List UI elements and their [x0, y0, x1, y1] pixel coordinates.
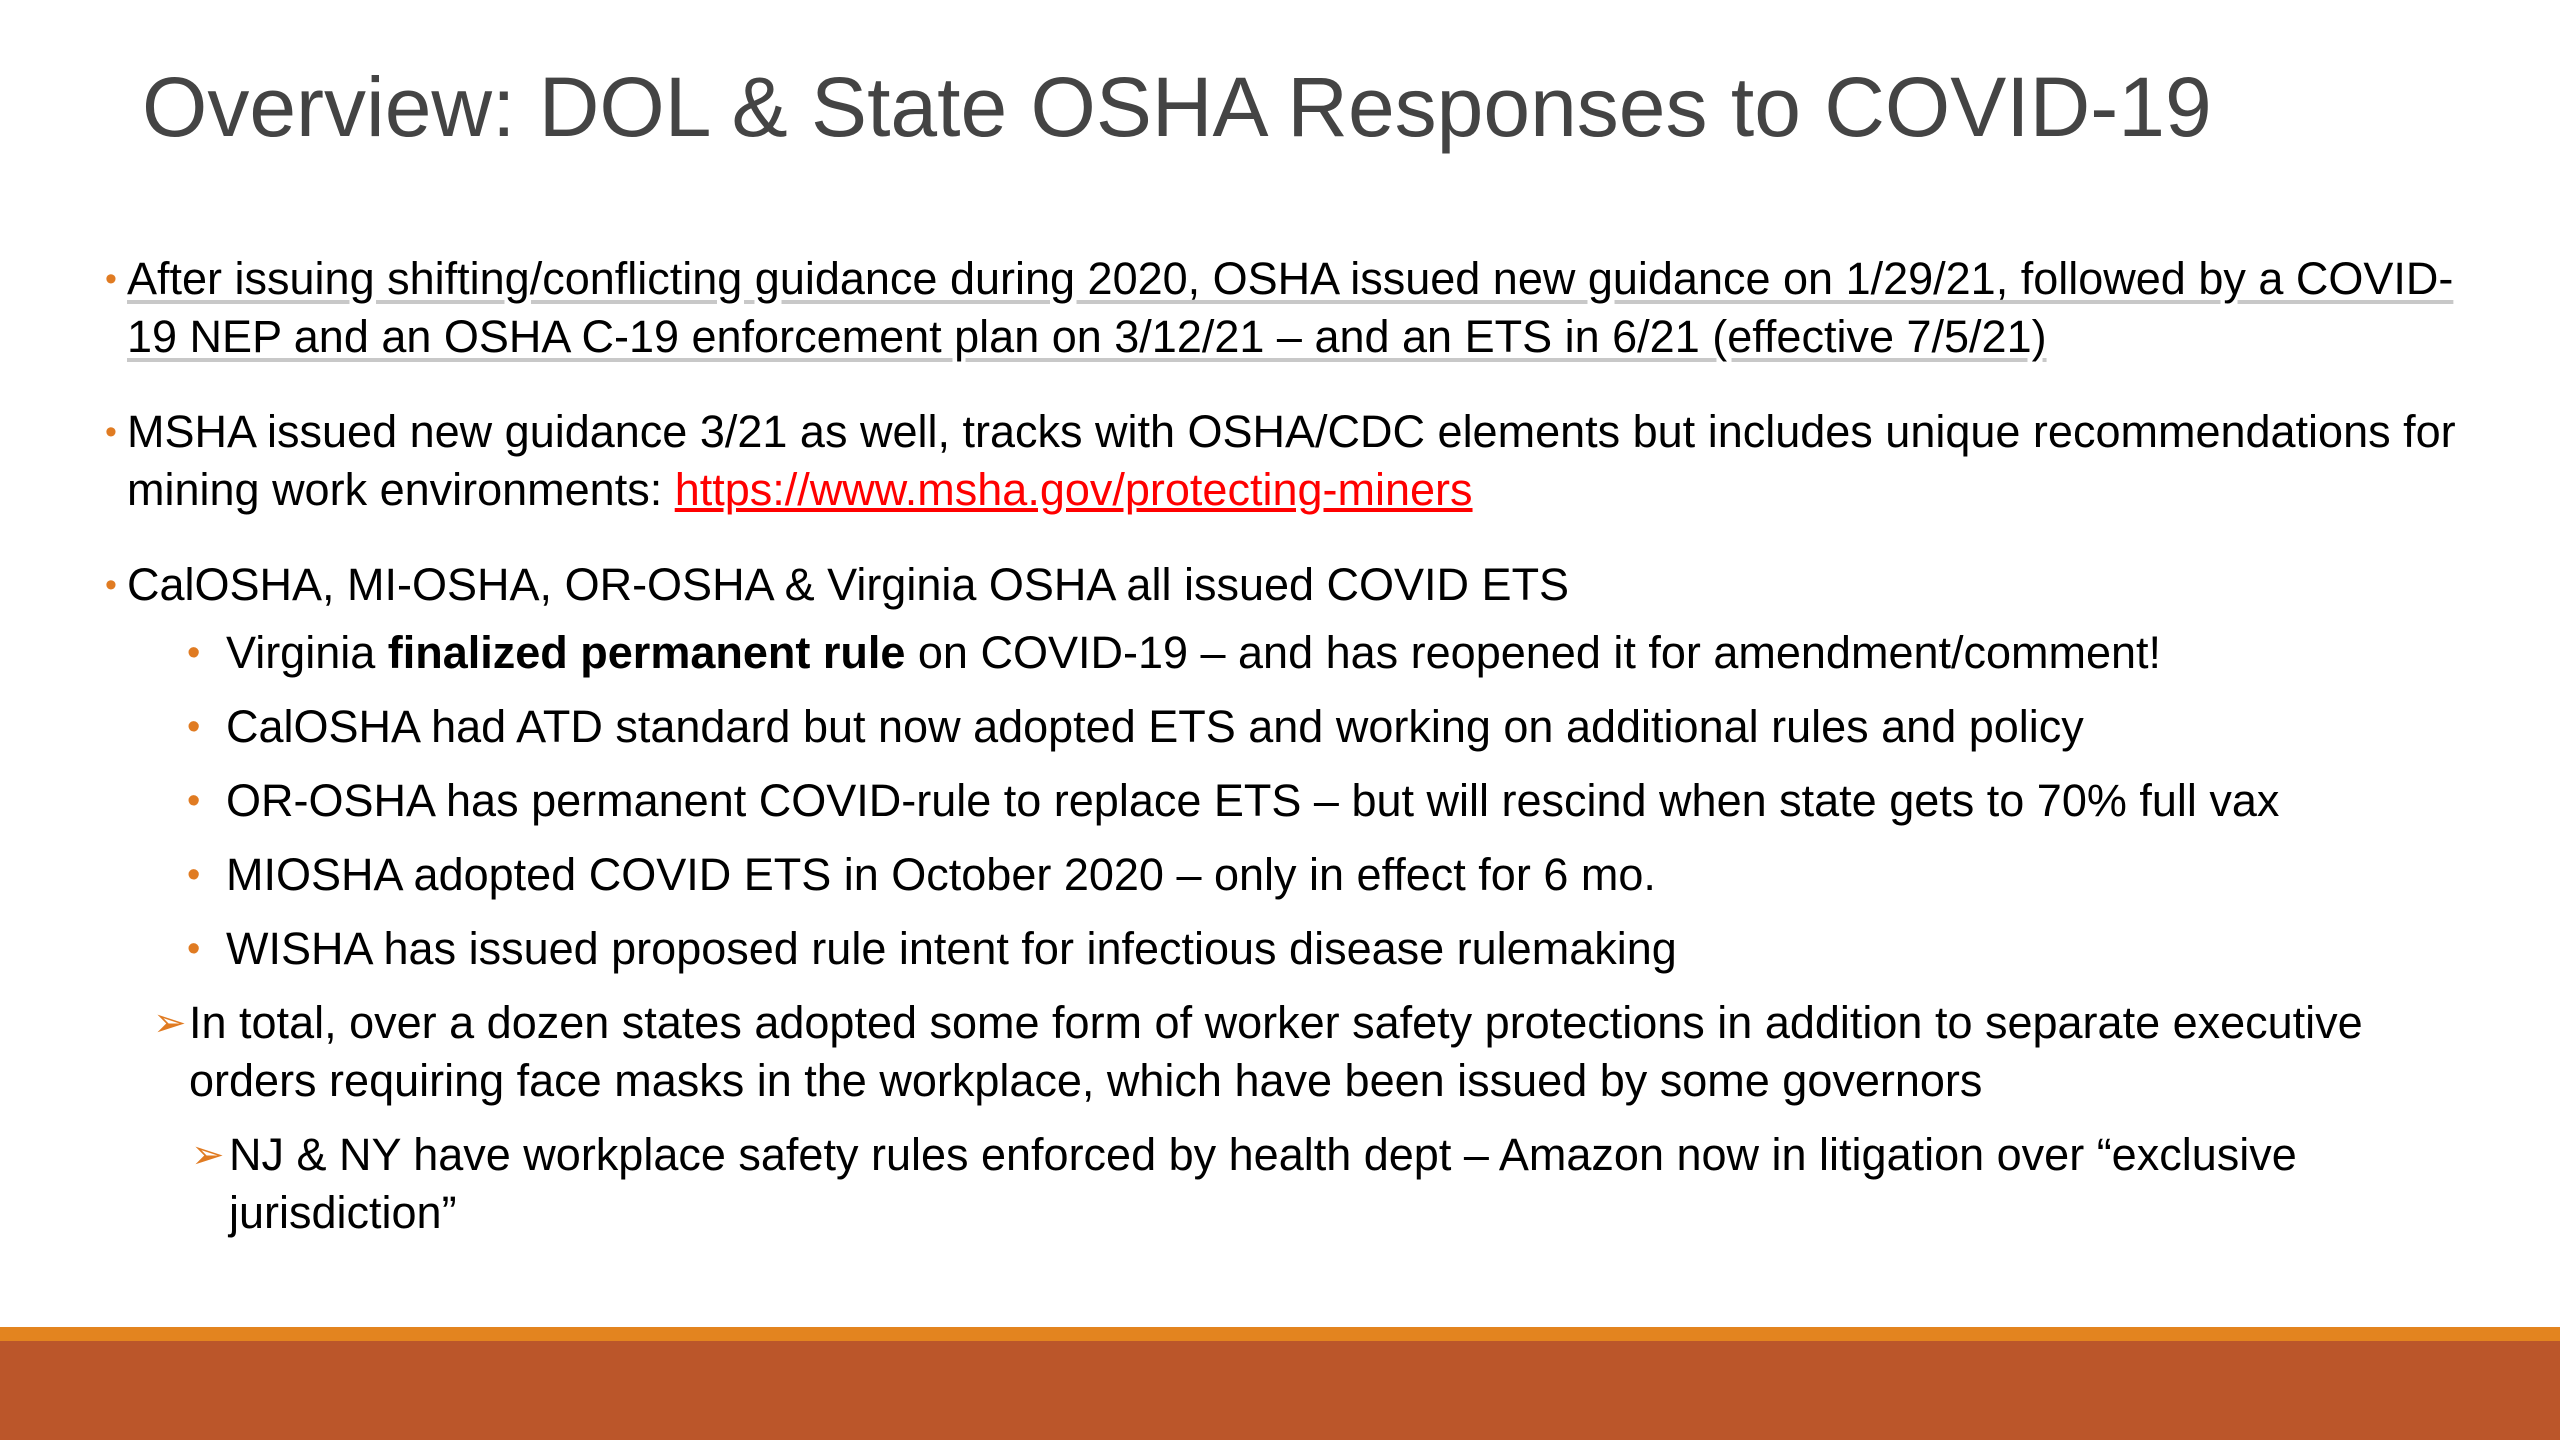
arrow-point-text: NJ & NY have workplace safety rules enforced by health dept – Amazon now in litigation over “exclusive jurisdiction”: [229, 1129, 2297, 1238]
sub-bullet-text-bold: finalized permanent rule: [387, 627, 906, 678]
slide-content: [105, 250, 2485, 1242]
arrow-point-nj-ny: [191, 1126, 2485, 1242]
bullet-osha-guidance: [105, 250, 2485, 366]
bullet-dot-icon: •: [187, 632, 201, 674]
sub-bullet-wisha: [187, 920, 2485, 978]
bullet-state-ets: [105, 556, 2485, 614]
sub-bullet-calosha: [187, 698, 2485, 756]
bullet-dot-icon: •: [187, 780, 201, 822]
bullet-dot-icon: •: [187, 928, 201, 970]
arrow-point-dozen-states: [153, 994, 2485, 1110]
msha-link[interactable]: https://www.msha.gov/protecting-miners: [674, 464, 1473, 515]
sub-bullet-text-pre: Virginia: [226, 627, 388, 678]
bullet-dot-icon: •: [105, 566, 117, 604]
footer-band: [0, 1341, 2560, 1440]
footer-accent-stripe: [0, 1327, 2560, 1341]
sub-bullet-miosha: [187, 846, 2485, 904]
bullet-dot-icon: •: [105, 260, 117, 298]
slide-title: Overview: DOL & State OSHA Responses to COVID-19: [142, 60, 2212, 154]
arrow-point-text: In total, over a dozen states adopted some form of worker safety protections in addition to separate executive orders requiring face masks in the workplace, which have been issued by some governors: [189, 997, 2363, 1106]
sub-bullet-text: WISHA has issued proposed rule intent for infectious disease rulemaking: [226, 923, 1677, 974]
sub-bullet-text: CalOSHA had ATD standard but now adopted ETS and working on additional rules and policy: [226, 701, 2084, 752]
bullet-text: After issuing shifting/conflicting guidance during 2020, OSHA issued new guidance on 1/29/21, followed by a COVID-19 NEP and an OSHA C-19 enforcement plan on 3/12/21 – and an ETS in 6/21 (effective 7/5/21): [127, 253, 2454, 362]
arrow-bullet-icon: ➢: [191, 1133, 225, 1177]
sub-bullet-text-post: on COVID-19 – and has reopened it for amendment/comment!: [905, 627, 2162, 678]
bullet-dot-icon: •: [187, 854, 201, 896]
sub-bullet-virginia: [187, 624, 2485, 682]
sub-bullet-text: MIOSHA adopted COVID ETS in October 2020 – only in effect for 6 mo.: [226, 849, 1656, 900]
bullet-text: CalOSHA, MI-OSHA, OR-OSHA & Virginia OSHA all issued COVID ETS: [127, 559, 1570, 610]
arrow-bullet-icon: ➢: [153, 1001, 187, 1045]
sub-bullet-text: OR-OSHA has permanent COVID-rule to replace ETS – but will rescind when state gets to 70% full vax: [226, 775, 2280, 826]
bullet-dot-icon: •: [187, 706, 201, 748]
bullet-text: MSHA issued new guidance 3/21 as well, tracks with OSHA/CDC elements but includes unique recommendations for mining work environments:: [127, 406, 2456, 515]
bullet-msha-guidance: [105, 403, 2485, 519]
sub-bullet-or-osha: [187, 772, 2485, 830]
bullet-dot-icon: •: [105, 413, 117, 451]
